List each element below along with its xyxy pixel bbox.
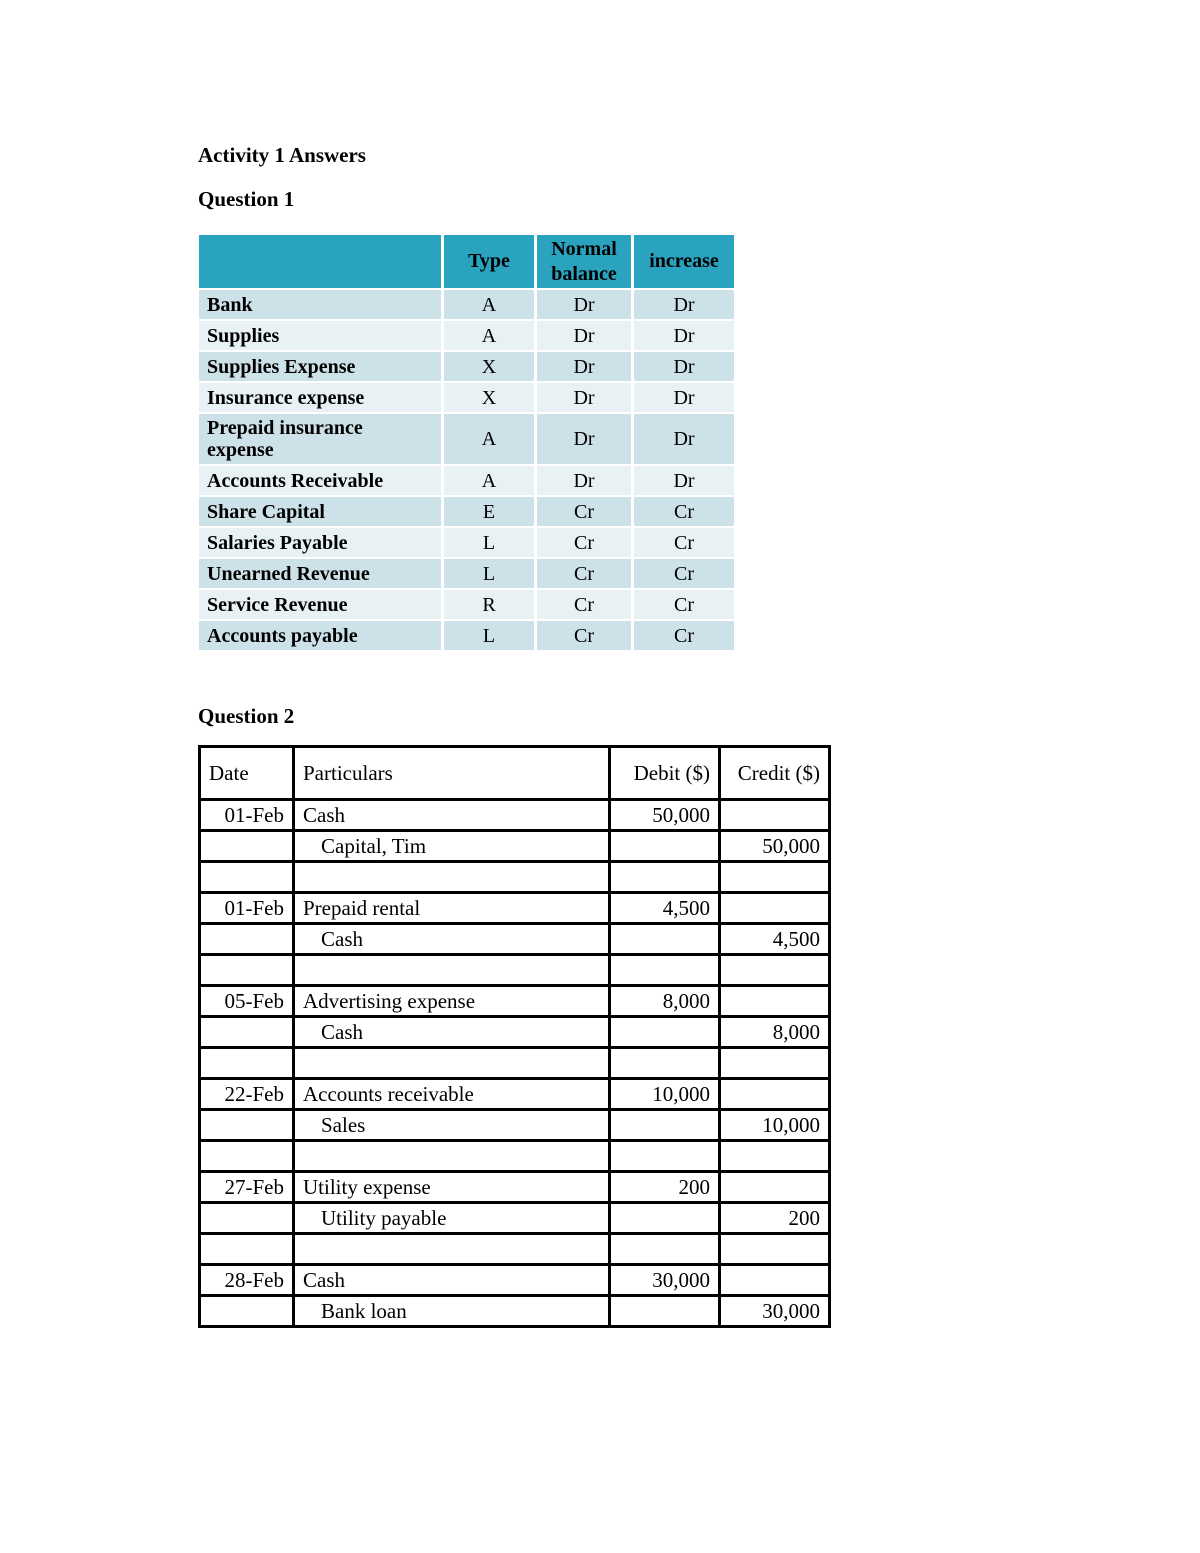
credit-cell: 8,000: [720, 1017, 830, 1048]
increase-cell: Dr: [634, 414, 734, 464]
credit-cell: [720, 862, 830, 893]
table-row: [200, 955, 830, 986]
table-row: [200, 893, 830, 924]
normal-balance-cell: Cr: [537, 590, 631, 619]
journal-entries-table: [198, 745, 831, 1328]
credit-cell: [720, 1079, 830, 1110]
normal-balance-cell: Dr: [537, 414, 631, 464]
type-cell: E: [444, 497, 534, 526]
credit-cell: 4,500: [720, 924, 830, 955]
type-cell: A: [444, 466, 534, 495]
normal-balance-cell: Cr: [537, 528, 631, 557]
account-cell: Share Capital: [199, 497, 441, 526]
table-row: [200, 924, 830, 955]
date-cell: 05-Feb: [200, 986, 294, 1017]
normal-balance-cell: Cr: [537, 559, 631, 588]
date-cell: [200, 1203, 294, 1234]
account-cell: Prepaid insurance expense: [199, 414, 441, 464]
page-title: Activity 1 Answers: [198, 143, 366, 167]
debit-cell: [610, 1110, 720, 1141]
date-cell: [200, 1141, 294, 1172]
type-cell: L: [444, 559, 534, 588]
particulars-cell: [294, 1141, 610, 1172]
credit-cell: [720, 1141, 830, 1172]
table-row: [199, 621, 734, 650]
table-row: [199, 414, 734, 464]
normal-balance-cell: Dr: [537, 321, 631, 350]
table-row: [200, 1265, 830, 1296]
table-row: [199, 466, 734, 495]
particulars-cell: Prepaid rental: [294, 893, 610, 924]
header-date: Date: [200, 747, 294, 800]
credit-cell: [720, 986, 830, 1017]
increase-cell: Cr: [634, 621, 734, 650]
normal-balance-cell: Cr: [537, 621, 631, 650]
date-cell: 28-Feb: [200, 1265, 294, 1296]
type-cell: L: [444, 528, 534, 557]
date-cell: [200, 862, 294, 893]
normal-balance-cell: Dr: [537, 383, 631, 412]
debit-cell: 50,000: [610, 800, 720, 831]
credit-cell: 30,000: [720, 1296, 830, 1327]
header-credit: Credit ($): [720, 747, 830, 800]
table-row: [200, 1079, 830, 1110]
debit-cell: [610, 1234, 720, 1265]
table-row: [199, 528, 734, 557]
account-cell: Supplies: [199, 321, 441, 350]
particulars-cell: Bank loan: [294, 1296, 610, 1327]
credit-cell: [720, 893, 830, 924]
account-cell: Salaries Payable: [199, 528, 441, 557]
question-2-heading: Question 2: [198, 704, 295, 728]
table-row: [200, 1017, 830, 1048]
account-cell: Bank: [199, 290, 441, 319]
table-row: [199, 290, 734, 319]
normal-balance-cell: Cr: [537, 497, 631, 526]
account-cell: Unearned Revenue: [199, 559, 441, 588]
particulars-cell: [294, 1234, 610, 1265]
increase-cell: Cr: [634, 559, 734, 588]
credit-cell: [720, 800, 830, 831]
header-increase: increase: [634, 235, 734, 288]
table-row: [200, 1172, 830, 1203]
type-cell: X: [444, 352, 534, 381]
credit-cell: 200: [720, 1203, 830, 1234]
account-cell: Accounts payable: [199, 621, 441, 650]
credit-cell: [720, 1265, 830, 1296]
particulars-cell: Cash: [294, 1017, 610, 1048]
header-normal-balance: Normal balance: [537, 235, 631, 288]
particulars-cell: Sales: [294, 1110, 610, 1141]
debit-cell: [610, 1017, 720, 1048]
date-cell: [200, 831, 294, 862]
particulars-cell: Cash: [294, 924, 610, 955]
particulars-cell: [294, 1048, 610, 1079]
account-cell: Service Revenue: [199, 590, 441, 619]
normal-balance-cell: Dr: [537, 290, 631, 319]
date-cell: [200, 1048, 294, 1079]
table-header-row: [199, 235, 734, 288]
increase-cell: Dr: [634, 466, 734, 495]
debit-cell: [610, 862, 720, 893]
type-cell: X: [444, 383, 534, 412]
increase-cell: Dr: [634, 290, 734, 319]
normal-balance-cell: Dr: [537, 466, 631, 495]
credit-cell: 10,000: [720, 1110, 830, 1141]
debit-cell: 8,000: [610, 986, 720, 1017]
debit-cell: 10,000: [610, 1079, 720, 1110]
account-cell: Supplies Expense: [199, 352, 441, 381]
header-debit: Debit ($): [610, 747, 720, 800]
table-row: [199, 383, 734, 412]
date-cell: 01-Feb: [200, 893, 294, 924]
debit-cell: [610, 1048, 720, 1079]
header-type: Type: [444, 235, 534, 288]
debit-cell: [610, 955, 720, 986]
type-cell: A: [444, 321, 534, 350]
particulars-cell: [294, 862, 610, 893]
debit-cell: 4,500: [610, 893, 720, 924]
increase-cell: Cr: [634, 590, 734, 619]
header-particulars: Particulars: [294, 747, 610, 800]
date-cell: [200, 1296, 294, 1327]
credit-cell: [720, 955, 830, 986]
increase-cell: Dr: [634, 383, 734, 412]
debit-cell: 30,000: [610, 1265, 720, 1296]
type-cell: L: [444, 621, 534, 650]
particulars-cell: Advertising expense: [294, 986, 610, 1017]
credit-cell: [720, 1234, 830, 1265]
particulars-cell: Cash: [294, 1265, 610, 1296]
table-header-row: [200, 747, 830, 800]
date-cell: [200, 1234, 294, 1265]
particulars-cell: Accounts receivable: [294, 1079, 610, 1110]
increase-cell: Cr: [634, 528, 734, 557]
debit-cell: 200: [610, 1172, 720, 1203]
table-row: [199, 590, 734, 619]
particulars-cell: Utility payable: [294, 1203, 610, 1234]
date-cell: [200, 1017, 294, 1048]
debit-cell: [610, 924, 720, 955]
increase-cell: Cr: [634, 497, 734, 526]
increase-cell: Dr: [634, 352, 734, 381]
credit-cell: [720, 1172, 830, 1203]
date-cell: 27-Feb: [200, 1172, 294, 1203]
header-account: [199, 235, 441, 288]
date-cell: 01-Feb: [200, 800, 294, 831]
normal-balance-cell: Dr: [537, 352, 631, 381]
table-row: [200, 1141, 830, 1172]
account-cell: Accounts Receivable: [199, 466, 441, 495]
increase-cell: Dr: [634, 321, 734, 350]
debit-cell: [610, 1203, 720, 1234]
debit-cell: [610, 1141, 720, 1172]
table-row: [200, 1110, 830, 1141]
date-cell: [200, 1110, 294, 1141]
particulars-cell: [294, 955, 610, 986]
date-cell: [200, 955, 294, 986]
date-cell: 22-Feb: [200, 1079, 294, 1110]
question-1-heading: Question 1: [198, 187, 295, 211]
date-cell: [200, 924, 294, 955]
particulars-cell: Utility expense: [294, 1172, 610, 1203]
table-row: [199, 352, 734, 381]
table-row: [199, 497, 734, 526]
table-row: [200, 1234, 830, 1265]
account-cell: Insurance expense: [199, 383, 441, 412]
debit-cell: [610, 831, 720, 862]
debit-cell: [610, 1296, 720, 1327]
credit-cell: 50,000: [720, 831, 830, 862]
account-classification-table: [196, 233, 737, 652]
table-row: [200, 1203, 830, 1234]
table-row: [199, 559, 734, 588]
type-cell: A: [444, 290, 534, 319]
particulars-cell: Cash: [294, 800, 610, 831]
table-row: [200, 1296, 830, 1327]
particulars-cell: Capital, Tim: [294, 831, 610, 862]
table-row: [200, 1048, 830, 1079]
credit-cell: [720, 1048, 830, 1079]
table-row: [200, 986, 830, 1017]
table-row: [199, 321, 734, 350]
table-row: [200, 800, 830, 831]
type-cell: A: [444, 414, 534, 464]
table-row: [200, 862, 830, 893]
type-cell: R: [444, 590, 534, 619]
table-row: [200, 831, 830, 862]
